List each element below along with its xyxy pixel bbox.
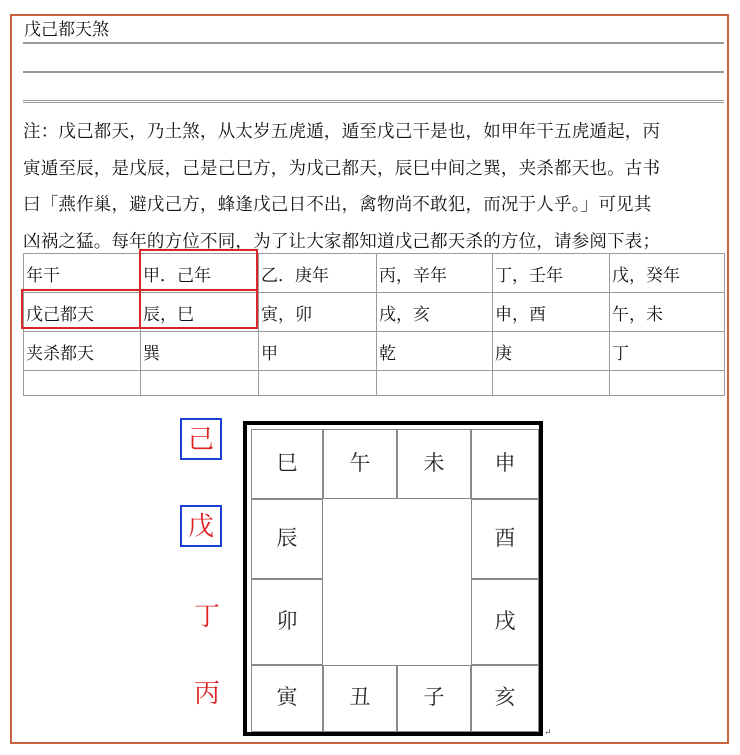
table-cell — [24, 371, 141, 396]
table-cell — [377, 371, 493, 396]
note-line: 凶祸之猛。每年的方位不同，为了让大家都知道戊己都天杀的方位，请参阅下表； — [23, 231, 661, 252]
document-header — [23, 18, 724, 103]
table-cell: 夹杀都天 — [24, 332, 141, 371]
table-cell — [493, 371, 610, 396]
table-cell: 丁 — [610, 332, 725, 371]
highlight-box — [21, 289, 258, 329]
branch-cell: 申 — [471, 429, 539, 499]
stem-ding: 丁 — [193, 602, 220, 632]
branch-cell: 丑 — [323, 665, 397, 732]
note-line: 注：戊己都天，乃土煞，从太岁五虎遁，遁至戊己干是也，如甲年干五虎遁起，丙 — [23, 122, 661, 142]
table-cell: 甲 — [259, 332, 377, 371]
table-cell: 申，酉 — [493, 293, 610, 332]
table-cell: 丙，辛年 — [377, 254, 493, 293]
table-cell: 乾 — [377, 332, 493, 371]
table-cell — [610, 371, 725, 396]
table-row — [24, 254, 725, 293]
note-line: 曰「燕作巢，避戊己方，蜂逢戊己日不出，禽物尚不敢犯，而况于人乎。」可见其 — [23, 195, 652, 215]
document-title: 戊己都天煞 — [23, 18, 724, 44]
table-cell: 戌，亥 — [377, 293, 493, 332]
branch-board — [243, 421, 543, 736]
table-cell: 巽 — [141, 332, 259, 371]
branch-cell: 未 — [397, 429, 471, 499]
table-cell: 辰，巳 — [141, 293, 259, 332]
branch-cell: 子 — [397, 665, 471, 732]
branch-cell: 亥 — [471, 665, 539, 732]
table-row — [24, 371, 725, 396]
branch-cell: 辰 — [251, 499, 323, 579]
table-row — [24, 332, 725, 371]
branch-cell: 寅 — [251, 665, 323, 732]
blank-line — [23, 44, 724, 73]
table-cell: 寅，卯 — [259, 293, 377, 332]
table-cell — [141, 371, 259, 396]
table-cell: 戊，癸年 — [610, 254, 725, 293]
table-cell: 乙．庚年 — [259, 254, 377, 293]
branch-cell: 酉 — [471, 499, 539, 579]
table-cell: 甲．己年 — [141, 254, 259, 293]
table-cell: 午，未 — [610, 293, 725, 332]
table-cell: 年干 — [24, 254, 141, 293]
branch-cell: 卯 — [251, 579, 323, 665]
stem-ji: 己 — [180, 418, 222, 460]
branch-cell: 午 — [323, 429, 397, 499]
table-cell: 戊己都天 — [24, 293, 141, 332]
table-cell — [259, 371, 377, 396]
table-cell: 丁，壬年 — [493, 254, 610, 293]
stem-bing: 丙 — [193, 679, 220, 709]
branch-cell: 戌 — [471, 579, 539, 665]
blank-line — [23, 73, 724, 103]
note-line: 寅遁至辰，是戊辰，己是己巳方，为戊己都天，辰巳中间之巽，夹杀都天也。古书 — [23, 158, 661, 179]
stem-wu: 戊 — [180, 505, 222, 547]
note-paragraph — [23, 114, 723, 260]
paragraph-mark-icon: ↵ — [544, 728, 552, 738]
branch-cell: 巳 — [251, 429, 323, 499]
table-cell: 庚 — [493, 332, 610, 371]
